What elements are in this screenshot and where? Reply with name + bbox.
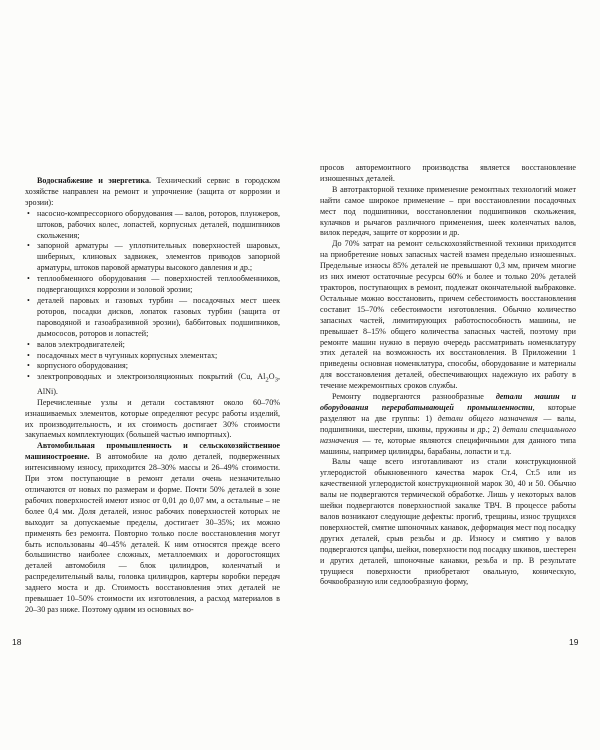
section-heading-water: Водоснабжение и энергетика. [37,176,152,185]
page-number-right: 19 [569,637,579,647]
item-text: , AlNi). [37,372,280,396]
paragraph-machine-parts [320,392,576,457]
list-item: • теплообменного оборудования — поверхностей теплообменников, подвергающихся коррозии и золовой эрозии; [25,274,280,296]
subscript: 3 [274,376,278,384]
list-item: • деталей паровых и газовых турбин — посадочных мест шеек роторов, посадки дисков, лопаток газовых турбин (защита от пароводяной и газоабразивной эрозии), баббитовых подшипников, дымососов, роторов и лопастей; [25,296,280,340]
emphasis-general-purpose: детали общего назначения [437,413,538,423]
emphasis-machine-parts: детали машин и оборудования перерабатывающей промышленности [320,392,576,412]
list-item [25,372,280,397]
paragraph-automotive [25,441,280,616]
item-text: электропроводных и электроизоляционных покрытий (Cu, Al [37,372,266,382]
left-text-column [25,176,280,616]
page-number-left: 18 [12,637,22,647]
paragraph-text: В автомобиле на долю деталей, подверженных интенсивному износу, приходится 28–30% массы и 26–49% стоимости. При этом поступающие в ремонт детали очень незначительно отличаются от новых по размерам и форме. Почти 50% деталей в зоне рабочих поверхностей имеют износ от 0,01 до 0,07 мм, а остальные – не более 0,4 мм. Доля деталей, износ рабочих поверхностей которых не выходит за допускаемые пределы, достигает 30–35%; их можно применять без ремонта. Повторно только после восстановления могут быть использованы 40–45% деталей. К ним относятся прежде всего большинство наиболее сложных, металлоемких и дорогостоящих деталей автомобиля — блок цилиндров, коленчатый и распределительный валы, головка цилиндров, картеры коробки передач заднего моста и др. Стоимость восстановления этих деталей не превышает 10–50% стоимости их изготовления, а расход материалов в 20–30 раз ниже. Поэтому одним из основных во- [25,452,280,614]
paragraph-shafts: Валы чаще всего изготавливают из стали конструкционной углеродистой обыкновенного качества марок Ст.4, Ст.5 или из качественной углеродистой конструкционной марок 30, 40 и 50. Обычно валы не подвергаются термической обработке. Лишь у некоторых валов шейки подвергаются поверхностной закалке ТВЧ. В процессе работы валов возникают следующие дефекты: прогиб, трещины, износ трущихся поверхностей, смятие шпоночных канавок, деформация мест под посадку других деталей, срыв резьбы и др. Износу и смятию у валов подвергаются цапфы, шейки, поверхности под посадку шкивов, шестерен и других деталей, шпоночные канавки, резьба и пр. В результате трущиеся поверхности приобретают овальную, коническую, бочкообразную или седлообразную форму, [320,457,576,587]
subscript: 2 [265,376,269,384]
paragraph-text: Технический сервис в городском хозяйстве направлен на ремонт и упрочнение (защита от коррозии и эрозии): [25,176,280,207]
right-text-column [320,163,576,588]
paragraph-continuation: просов авторемонтного производства является восстановление изношенных деталей. [320,163,576,183]
list-item: • запорной арматуры — уплотнительных поверхностей шаровых, шиберных, клиновых задвижек, элементов приводов запорной арматуры, штоков паровой арматуры высокого давления и др.; [25,241,280,274]
paragraph-text: — те, которые являются специфичными для данного типа машины, например цилиндры, барабаны, лопасти и т.д. [320,435,576,456]
right-page [300,0,600,750]
bullet-list [25,209,280,398]
paragraph-text: Ремонту подвергаются разнообразные [332,392,496,402]
paragraph-components: Перечисленные узлы и детали составляют около 60–70% изнашиваемых элементов, которые определяют ресурс работы изделий, их производительность, и их стоимость достигает 30% стоимости закупаемых комплектующих (большей частью импортных). [25,397,280,440]
list-item: • насосно-компрессорного оборудования — валов, роторов, плунжеров, штоков, рабочих колес, лопастей, корпусных деталей, подшипников скольжения; [25,209,280,242]
paragraph-text: , которые разделяют на две группы: 1) [320,402,576,423]
list-item: • валов электродвигателей; [25,340,280,351]
paragraph-water-energy [25,176,280,209]
list-item: • корпусного оборудования; [25,361,280,372]
paragraph-autotractor: В автотракторной технике применение ремонтных технологий может найти самое широкое применение – при восстановлении посадочных мест под подшипники, восстановлении подшипников скольжения, кулачков и рычагов различного применения, шеек коленчатых валов, вилок передач, защите от коррозии и др. [320,184,576,238]
item-text: O [268,372,275,382]
paragraph-agri-costs: До 70% затрат на ремонт сельскохозяйственной техники приходится на приобретение новых запасных частей взамен предельно изношенных. Предельные износы 85% деталей не превышают 0,3 мм, причем многие из них имеют остаточные ресурсы 60% и более и только 20% деталей тракторов, поступающих в ремонт, подлежат окончательной выбраковке. Остальные можно восстановить, причем себестоимость восстановления составит 15–70% себестоимости изготовления. Обычно количество запасных частей, лимитирующих работоспособность машины, не превышает 8–15% общего количества запасных частей, поэтому при ремонте машин нужно в первую очередь рассматривать номенклатуру этих деталей на возможность их восстановления. В Приложении 1 приведены основная номенклатура, способы, оборудование и материалы для восстановления деталей, обеспечивающих надежную их работу в течение межремонтных сроков службы. [320,239,576,391]
paragraph-text: — валы, подшипники, шестерни, шкивы, пружины и др.; 2) [320,413,576,434]
list-item: • посадочных мест в чугунных корпусных элементах; [25,351,280,362]
emphasis-special-purpose: детали специального назначения [320,424,577,445]
section-heading-automotive: Автомобильная промышленность и сельскохозяйственное машиностроение. [25,441,280,462]
